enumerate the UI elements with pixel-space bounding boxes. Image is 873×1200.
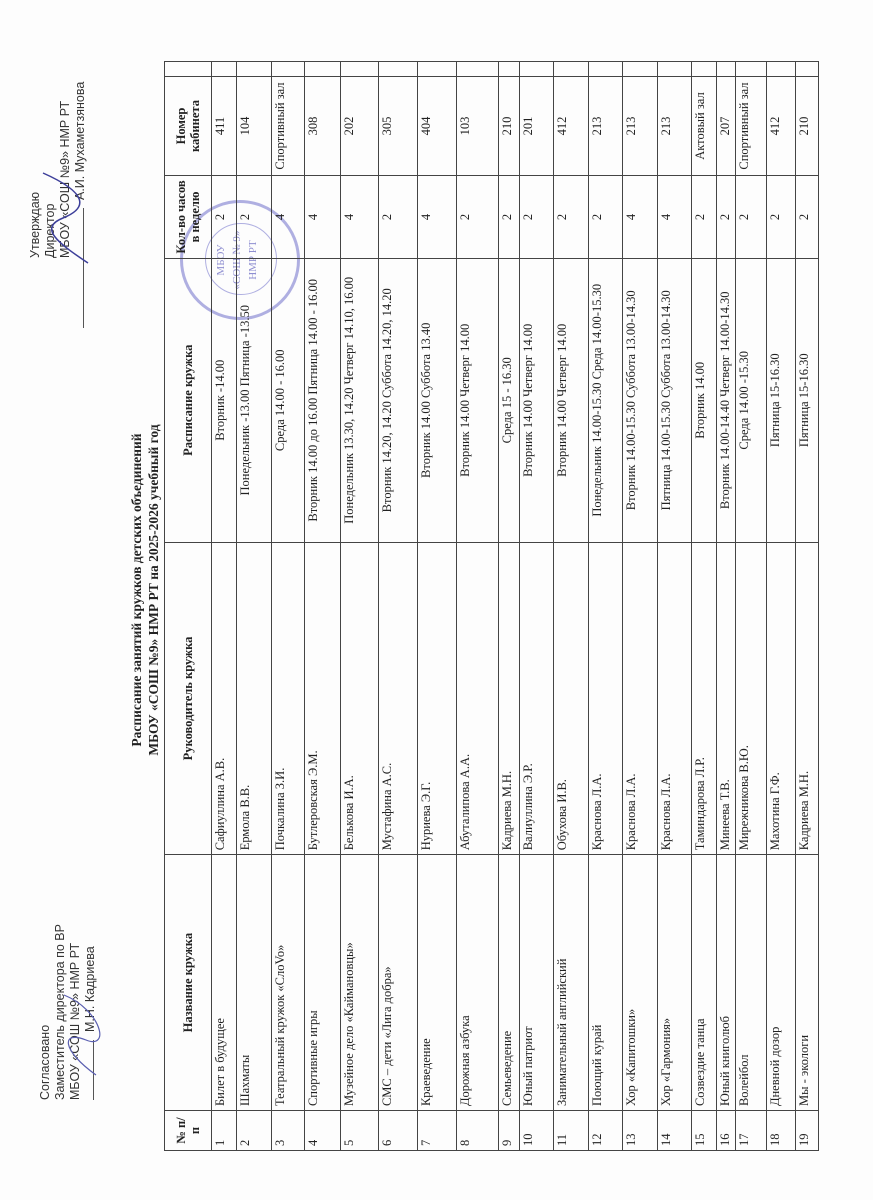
- cell-schedule: Среда 14.00 -15.30: [736, 258, 767, 542]
- cell-leader: Почкалина З.И.: [272, 542, 305, 855]
- table-row: [796, 62, 819, 1151]
- cell-room: Спортивный зал: [736, 77, 767, 176]
- cell-leader: Краснова Л.А.: [658, 542, 692, 855]
- table-row: [272, 62, 305, 1151]
- cell-extra: [379, 62, 418, 77]
- cell-extra: [658, 62, 692, 77]
- cell-schedule: Понедельник -13.00 Пятница -13.50: [237, 258, 272, 542]
- signature-icon: [56, 990, 106, 1080]
- cell-hours: 2: [796, 176, 819, 259]
- cell-schedule: Понедельник 14.00-15.30 Среда 14.00-15.30: [589, 258, 623, 542]
- table-row: [658, 62, 692, 1151]
- cell-room: 404: [418, 77, 457, 176]
- table-row: [520, 62, 554, 1151]
- cell-leader: Мирежникова В.Ю.: [736, 542, 767, 855]
- stamp-line2: «СОШ № 9»: [231, 230, 243, 290]
- table-row: [554, 62, 589, 1151]
- cell-hours: 2: [736, 176, 767, 259]
- cell-room: Спортивный зал: [272, 77, 305, 176]
- document-title: [128, 310, 162, 870]
- cell-extra: [796, 62, 819, 77]
- cell-room: 305: [379, 77, 418, 176]
- cell-club-name: Шахматы: [237, 855, 272, 1111]
- cell-extra: [767, 62, 796, 77]
- cell-hours: 4: [418, 176, 457, 259]
- cell-extra: [305, 62, 341, 77]
- cell-schedule: Вторник 14.00 Четверг 14.00: [457, 258, 499, 542]
- header-number: № п/п: [165, 1111, 212, 1151]
- approved-position: Директор: [43, 203, 57, 258]
- cell-room: 308: [305, 77, 341, 176]
- cell-room: 412: [767, 77, 796, 176]
- table-row: [499, 62, 520, 1151]
- cell-club-name: Поющий курай: [589, 855, 623, 1111]
- table-row: [692, 62, 717, 1151]
- cell-number: 5: [341, 1111, 379, 1151]
- table-row: [305, 62, 341, 1151]
- cell-extra: [554, 62, 589, 77]
- cell-number: 7: [418, 1111, 457, 1151]
- cell-room: 411: [212, 77, 237, 176]
- cell-hours: 2: [589, 176, 623, 259]
- cell-club-name: Дорожная азбука: [457, 855, 499, 1111]
- agreed-label: Согласовано: [38, 1024, 52, 1100]
- cell-room: 412: [554, 77, 589, 176]
- cell-extra: [692, 62, 717, 77]
- cell-leader: Сафиуллина А.В.: [212, 542, 237, 855]
- header-club-name: Название кружка: [165, 855, 212, 1111]
- cell-club-name: Занимательный английский: [554, 855, 589, 1111]
- cell-room: 202: [341, 77, 379, 176]
- cell-club-name: СМС – дети «Лига добра»: [379, 855, 418, 1111]
- cell-club-name: Театральный кружок «СлоVo»: [272, 855, 305, 1111]
- signature-icon: [38, 168, 93, 268]
- cell-extra: [212, 62, 237, 77]
- table-row: [212, 62, 237, 1151]
- cell-club-name: Юный книголюб: [717, 855, 736, 1111]
- cell-schedule: Пятница 15-16.30: [796, 258, 819, 542]
- cell-number: 11: [554, 1111, 589, 1151]
- cell-leader: Обухова И.В.: [554, 542, 589, 855]
- table-row: [736, 62, 767, 1151]
- cell-leader: Кадриева М.Н.: [796, 542, 819, 855]
- table-row: [623, 62, 658, 1151]
- cell-club-name: Хор «Гармония»: [658, 855, 692, 1111]
- cell-leader: Ермола В.В.: [237, 542, 272, 855]
- table-row: [457, 62, 499, 1151]
- cell-hours: 4: [272, 176, 305, 259]
- cell-hours: 2: [554, 176, 589, 259]
- cell-leader: Нуриева Э.Г.: [418, 542, 457, 855]
- agreed-position: Заместитель директора по ВР: [53, 924, 67, 1100]
- cell-extra: [418, 62, 457, 77]
- cell-extra: [457, 62, 499, 77]
- cell-number: 18: [767, 1111, 796, 1151]
- cell-extra: [499, 62, 520, 77]
- cell-leader: Краснова Л.А.: [589, 542, 623, 855]
- table-row: [767, 62, 796, 1151]
- cell-number: 17: [736, 1111, 767, 1151]
- cell-schedule: Вторник 14.00-15.30 Суббота 13.00-14.30: [623, 258, 658, 542]
- cell-schedule: Вторник 14.00 Суббота 13.40: [418, 258, 457, 542]
- cell-extra: [717, 62, 736, 77]
- cell-schedule: Вторник -14.00: [212, 258, 237, 542]
- cell-hours: 2: [379, 176, 418, 259]
- cell-number: 4: [305, 1111, 341, 1151]
- cell-schedule: Вторник 14.00 до 16.00 Пятница 14.00 - 16.00: [305, 258, 341, 542]
- cell-extra: [272, 62, 305, 77]
- header-extra: [165, 62, 212, 77]
- cell-schedule: Среда 15 - 16.30: [499, 258, 520, 542]
- cell-schedule: Пятница 14.00-15.30 Суббота 13.00-14.30: [658, 258, 692, 542]
- table-row: [341, 62, 379, 1151]
- cell-leader: Мустафина А.С.: [379, 542, 418, 855]
- cell-extra: [623, 62, 658, 77]
- cell-leader: Кадриева М.Н.: [499, 542, 520, 855]
- cell-extra: [341, 62, 379, 77]
- stamp-line3: НМР РТ: [247, 240, 259, 280]
- header-room: Номер кабинета: [165, 77, 212, 176]
- cell-number: 2: [237, 1111, 272, 1151]
- cell-leader: Махотина Г.Ф.: [767, 542, 796, 855]
- table-row: [589, 62, 623, 1151]
- cell-club-name: Созвездие танца: [692, 855, 717, 1111]
- cell-club-name: Краеведение: [418, 855, 457, 1111]
- cell-club-name: Билет в будущее: [212, 855, 237, 1111]
- cell-room: 104: [237, 77, 272, 176]
- cell-schedule: Вторник 14.20, 14.20 Суббота 14.20, 14.20: [379, 258, 418, 542]
- cell-schedule: Вторник 14.00 Четверг 14.00: [520, 258, 554, 542]
- title-line2: МБОУ «СОШ №9» НМР РТ на 2025-2026 учебный год: [146, 424, 161, 756]
- cell-hours: 2: [212, 176, 237, 259]
- cell-leader: Минеева Т.В.: [717, 542, 736, 855]
- cell-number: 1: [212, 1111, 237, 1151]
- cell-schedule: Вторник 14.00: [692, 258, 717, 542]
- cell-room: 207: [717, 77, 736, 176]
- cell-club-name: Спортивные игры: [305, 855, 341, 1111]
- header-hours: Кол-во часов в неделю: [165, 176, 212, 259]
- cell-schedule: Среда 14.00 - 16.00: [272, 258, 305, 542]
- title-line1: Расписание занятий кружков детских объединений: [129, 433, 144, 747]
- cell-club-name: Семьеведение: [499, 855, 520, 1111]
- agreed-block: [38, 924, 98, 1100]
- cell-extra: [237, 62, 272, 77]
- cell-number: 12: [589, 1111, 623, 1151]
- cell-club-name: Дневной дозор: [767, 855, 796, 1111]
- cell-room: 201: [520, 77, 554, 176]
- cell-club-name: Хор «Капитошки»: [623, 855, 658, 1111]
- cell-number: 6: [379, 1111, 418, 1151]
- approved-label: Утверждаю: [28, 191, 42, 258]
- cell-room: 213: [623, 77, 658, 176]
- cell-hours: 2: [237, 176, 272, 259]
- table-header-row: [165, 62, 212, 1151]
- cell-hours: 4: [658, 176, 692, 259]
- cell-room: 213: [589, 77, 623, 176]
- cell-schedule: Понедельник 13.30, 14.20 Четверг 14.10, 16.00: [341, 258, 379, 542]
- table-row: [379, 62, 418, 1151]
- cell-number: 9: [499, 1111, 520, 1151]
- table-row: [717, 62, 736, 1151]
- cell-hours: 4: [341, 176, 379, 259]
- stamp-line1: МБОУ: [215, 244, 227, 276]
- cell-number: 14: [658, 1111, 692, 1151]
- cell-hours: 2: [499, 176, 520, 259]
- cell-hours: 4: [623, 176, 658, 259]
- cell-number: 19: [796, 1111, 819, 1151]
- agreed-name: М.Н. Кадриева: [83, 946, 97, 1032]
- cell-leader: Таминдарова Л.Р.: [692, 542, 717, 855]
- cell-club-name: Волейбол: [736, 855, 767, 1111]
- cell-number: 10: [520, 1111, 554, 1151]
- cell-club-name: Мы - экологи: [796, 855, 819, 1111]
- cell-number: 16: [717, 1111, 736, 1151]
- header-leader: Руководитель кружка: [165, 542, 212, 855]
- cell-club-name: Юный патриот: [520, 855, 554, 1111]
- cell-leader: Белькова И.А.: [341, 542, 379, 855]
- cell-leader: Валиуллина Э.Р.: [520, 542, 554, 855]
- cell-room: Актовый зал: [692, 77, 717, 176]
- cell-room: 210: [499, 77, 520, 176]
- cell-room: 103: [457, 77, 499, 176]
- cell-room: 210: [796, 77, 819, 176]
- cell-number: 8: [457, 1111, 499, 1151]
- cell-extra: [520, 62, 554, 77]
- cell-extra: [736, 62, 767, 77]
- cell-schedule: Пятница 15-16.30: [767, 258, 796, 542]
- cell-hours: 2: [692, 176, 717, 259]
- approved-block: [28, 82, 88, 328]
- cell-club-name: Музейное дело «Каймановцы»: [341, 855, 379, 1111]
- table-row: [237, 62, 272, 1151]
- cell-hours: 2: [457, 176, 499, 259]
- cell-leader: Бутлеровская Э.М.: [305, 542, 341, 855]
- cell-schedule: Вторник 14.00-14.40 Четверг 14.00-14.30: [717, 258, 736, 542]
- agreed-org: МБОУ «СОШ №9» НМР РТ: [68, 942, 82, 1100]
- cell-hours: 4: [305, 176, 341, 259]
- table-row: [418, 62, 457, 1151]
- cell-schedule: Вторник 14.00 Четверг 14.00: [554, 258, 589, 542]
- cell-number: 13: [623, 1111, 658, 1151]
- cell-hours: 2: [767, 176, 796, 259]
- cell-room: 213: [658, 77, 692, 176]
- approved-name: А.И. Мухаметзянова: [73, 81, 87, 200]
- cell-leader: Краснова Л.А.: [623, 542, 658, 855]
- schedule-table: [164, 61, 819, 1151]
- cell-extra: [589, 62, 623, 77]
- header-schedule: Расписание кружка: [165, 258, 212, 542]
- cell-number: 15: [692, 1111, 717, 1151]
- approved-org: МБОУ «СОШ №9» НМР РТ: [58, 100, 72, 258]
- cell-hours: 2: [520, 176, 554, 259]
- cell-leader: Абуталипова А.А.: [457, 542, 499, 855]
- cell-hours: 2: [717, 176, 736, 259]
- cell-number: 3: [272, 1111, 305, 1151]
